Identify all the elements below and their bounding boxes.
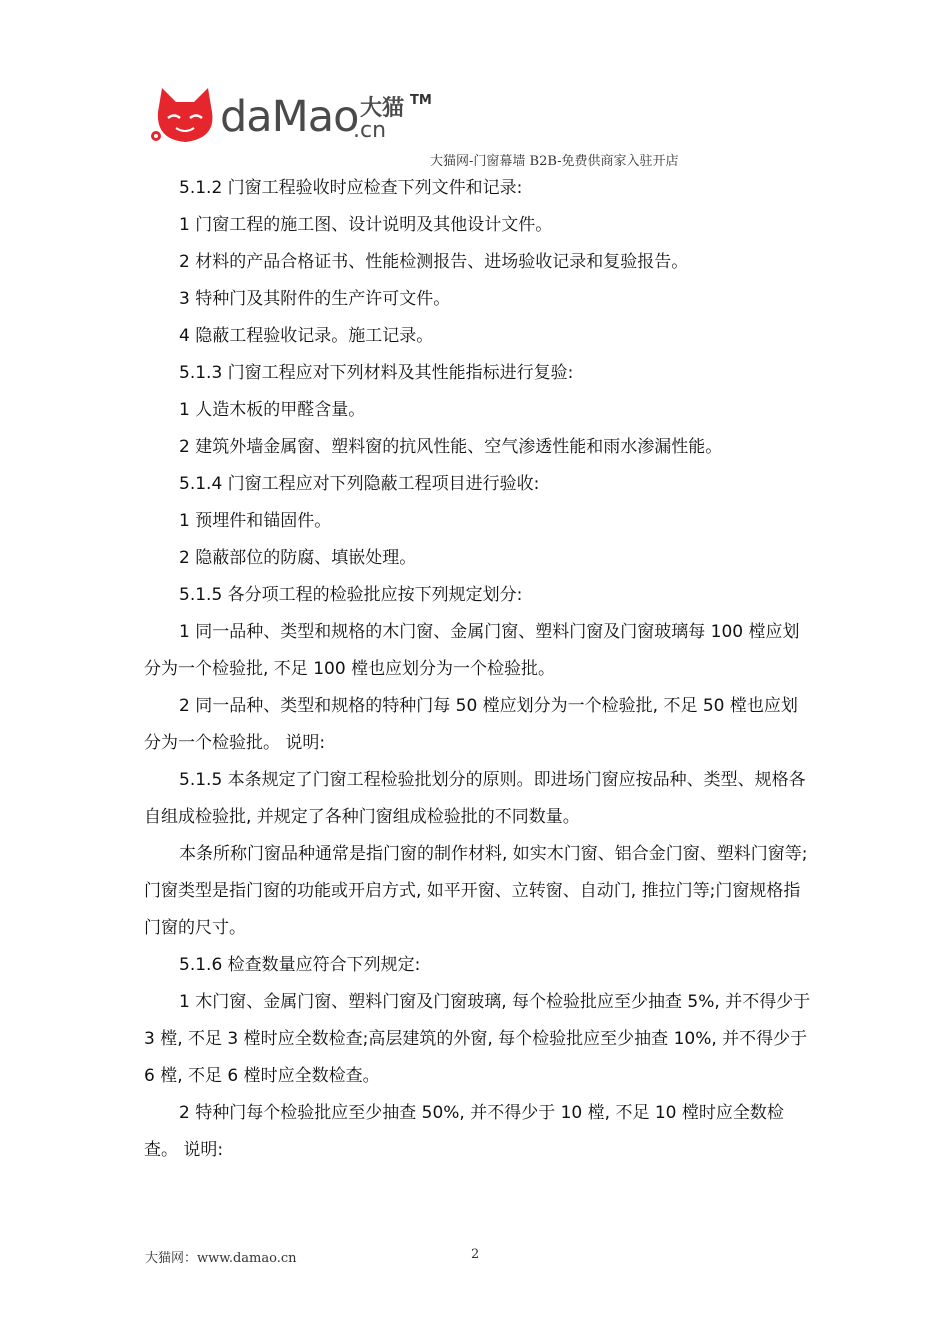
- paragraph: 5.1.2 门窗工程验收时应检查下列文件和记录:: [179, 178, 523, 198]
- logo-brand-domain: .cn: [353, 118, 387, 143]
- paragraph: 2 建筑外墙金属窗、塑料窗的抗风性能、空气渗透性能和雨水渗漏性能。: [179, 437, 723, 457]
- paragraph: 本条所称门窗品种通常是指门窗的制作材料, 如实木门窗、铝合金门窗、塑料门窗等;门窗类型是指门窗的功能或开启方式, 如平开窗、立转窗、自动门, 推拉门等;门窗规格指门窗的尺寸。: [144, 844, 808, 938]
- paragraph: 1 同一品种、类型和规格的木门窗、金属门窗、塑料门窗及门窗玻璃每 100 樘应划分为一个检验批, 不足 100 樘也应划分为一个检验批。: [144, 622, 800, 679]
- footer-site: 大猫网：www.damao.cn: [145, 1251, 297, 1266]
- paragraph: 2 隐蔽部位的防腐、填嵌处理。: [179, 548, 417, 568]
- document-body: [144, 170, 812, 1169]
- logo-brand-cn: 大猫: [360, 96, 405, 121]
- paragraph: 1 门窗工程的施工图、设计说明及其他设计文件。: [179, 215, 553, 235]
- paragraph: 2 特种门每个检验批应至少抽查 50%, 并不得少于 10 樘, 不足 10 樘时应全数检查。 说明:: [144, 1103, 784, 1160]
- header-caption: 大猫网-门窗幕墙 B2B-免费供商家入驻开店: [430, 154, 679, 169]
- paragraph: 1 木门窗、金属门窗、塑料门窗及门窗玻璃, 每个检验批应至少抽查 5%, 并不得少于 3 樘, 不足 3 樘时应全数检查;高层建筑的外窗, 每个检验批应至少抽查 10%, 并不得少于 6 樘, 不足 6 樘时应全数检查。: [144, 992, 811, 1086]
- paragraph: 5.1.5 各分项工程的检验批应按下列规定划分:: [179, 585, 523, 605]
- paragraph: 4 隐蔽工程验收记录。施工记录。: [179, 326, 434, 346]
- paragraph: 2 同一品种、类型和规格的特种门每 50 樘应划分为一个检验批, 不足 50 樘也应划分为一个检验批。 说明:: [144, 696, 798, 753]
- paragraph: 5.1.4 门窗工程应对下列隐蔽工程项目进行验收:: [179, 474, 540, 494]
- paragraph: 3 特种门及其附件的生产许可文件。: [179, 289, 451, 309]
- paragraph: 5.1.6 检查数量应符合下列规定:: [179, 955, 421, 975]
- paragraph: 5.1.3 门窗工程应对下列材料及其性能指标进行复验:: [179, 363, 574, 383]
- damao-logo: [146, 82, 436, 154]
- paragraph: 2 材料的产品合格证书、性能检测报告、进场验收记录和复验报告。: [179, 252, 689, 272]
- paragraph: 5.1.5 本条规定了门窗工程检验批划分的原则。即进场门窗应按品种、类型、规格各自组成检验批, 并规定了各种门窗组成检验批的不同数量。: [144, 770, 806, 827]
- logo-brand-latin: daMao: [220, 92, 359, 142]
- paragraph: 1 人造木板的甲醛含量。: [179, 400, 366, 420]
- cat-logo-icon: [146, 82, 224, 152]
- paragraph: 1 预埋件和锚固件。: [179, 511, 332, 531]
- page-number: 2: [471, 1247, 480, 1262]
- logo-trademark: TM: [410, 93, 432, 108]
